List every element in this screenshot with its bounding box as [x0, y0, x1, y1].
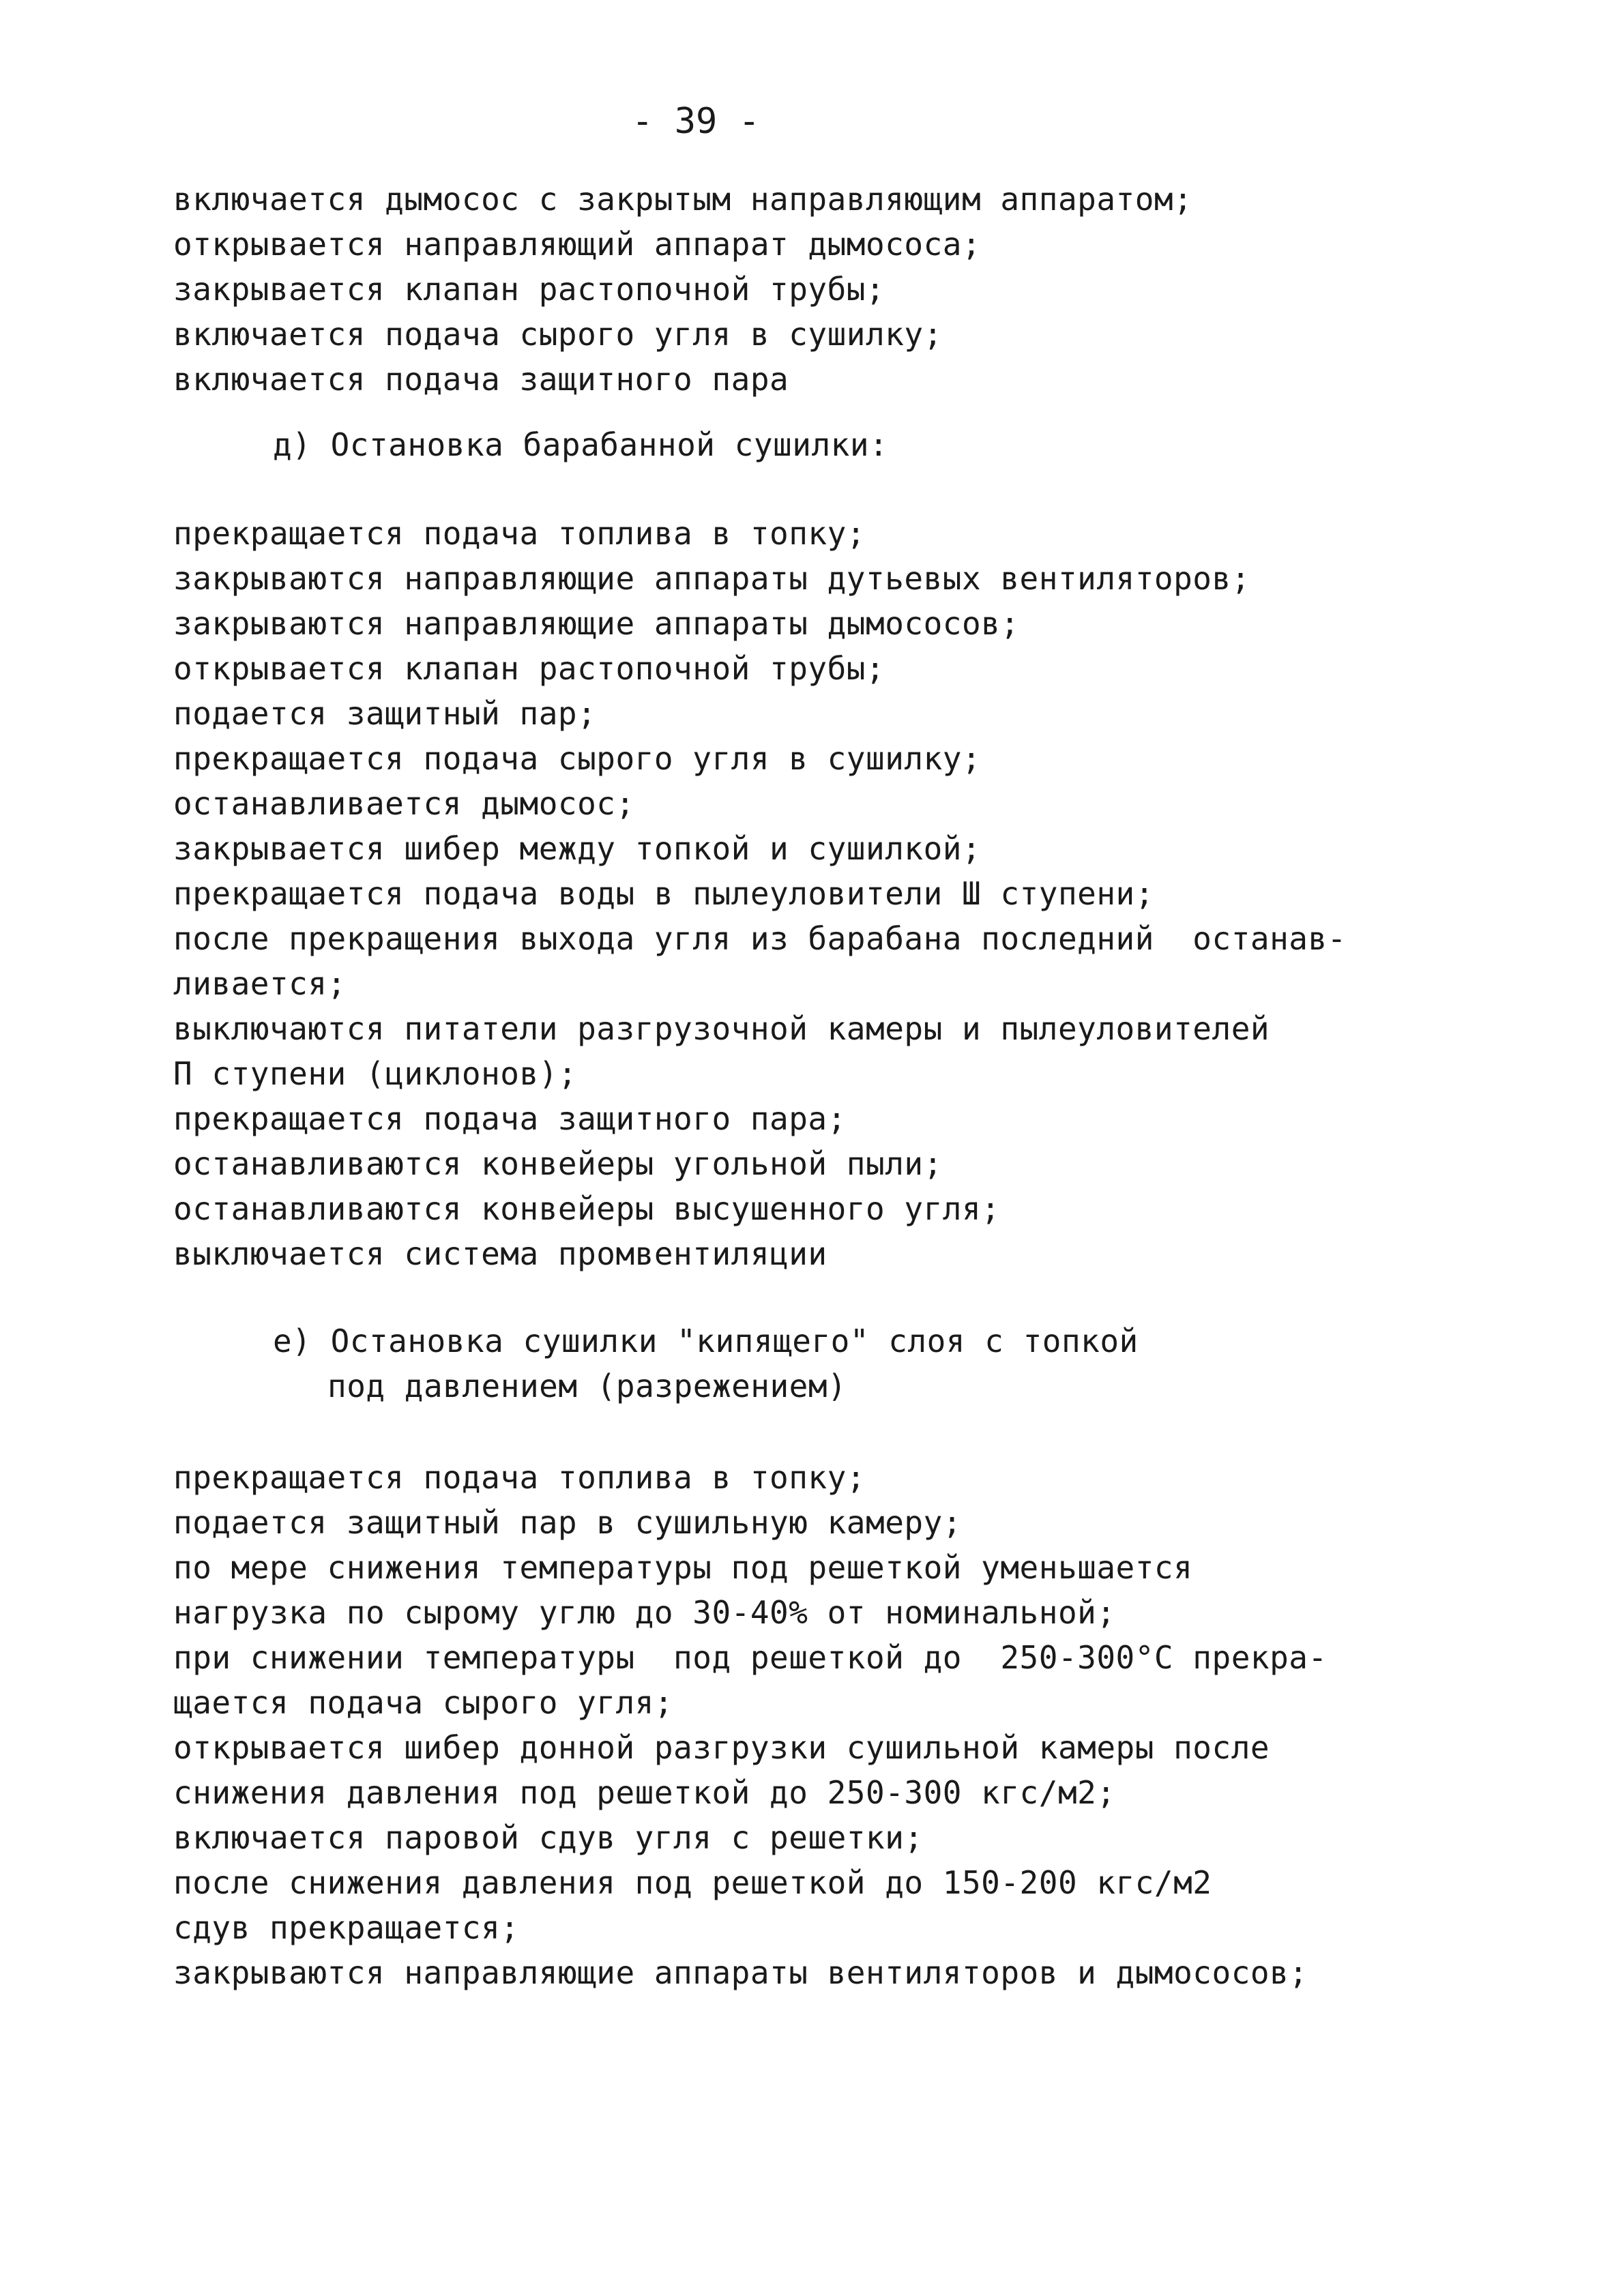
text-line: прекращается подача топлива в топку;	[173, 1459, 866, 1496]
text-line: щается подача сырого угля;	[173, 1684, 674, 1721]
text-line: прекращается подача воды в пылеуловители Ш ступени;	[173, 875, 1154, 912]
text-line: после прекращения выхода угля из барабана последний останав-	[173, 920, 1347, 957]
text-line: закрываются направляющие аппараты вентиляторов и дымососов;	[173, 1954, 1308, 1991]
text-line: закрываются направляющие аппараты дымососов;	[173, 605, 1020, 642]
text-line: открывается клапан растопочной трубы;	[173, 650, 885, 687]
section-heading-e: е) Остановка сушилки "кипящего" слоя с топкой	[273, 1323, 1139, 1359]
text-line: закрывается клапан растопочной трубы;	[173, 271, 885, 308]
text-line: П ступени (циклонов);	[173, 1055, 578, 1092]
text-line: включается паровой сдув угля с решетки;	[173, 1819, 924, 1856]
text-line: останавливаются конвейеры угольной пыли;	[173, 1145, 943, 1182]
text-line: закрывается шибер между топкой и сушилкой;	[173, 830, 982, 867]
text-line: подается защитный пар;	[173, 695, 597, 732]
text-line: останавливаются конвейеры высушенного угля;	[173, 1190, 1001, 1227]
text-line: при снижении температуры под решеткой до 250-300°С прекра-	[173, 1639, 1328, 1676]
text-line: включается дымосос с закрытым направляющим аппаратом;	[173, 181, 1193, 218]
text-line: по мере снижения температуры под решеткой уменьшается	[173, 1549, 1193, 1586]
text-line: нагрузка по сырому углю до 30-40% от номинальной;	[173, 1594, 1116, 1631]
section-heading-e-continuation: под давлением (разрежением)	[327, 1368, 847, 1404]
text-line: открывается шибер донной разгрузки сушильной камеры после	[173, 1729, 1270, 1766]
text-line: прекращается подача топлива в топку;	[173, 515, 866, 552]
text-line: сдув прекращается;	[173, 1909, 520, 1946]
page-number: - 39 -	[632, 101, 760, 142]
text-line: включается подача защитного пара	[173, 361, 789, 398]
text-line: включается подача сырого угля в сушилку;	[173, 316, 943, 353]
text-line: прекращается подача защитного пара;	[173, 1100, 847, 1137]
text-line: подается защитный пар в сушильную камеру;	[173, 1504, 962, 1541]
text-line: закрываются направляющие аппараты дутьевых вентиляторов;	[173, 560, 1250, 597]
text-line: снижения давления под решеткой до 250-300 кгс/м2;	[173, 1774, 1116, 1811]
text-line: выключается система промвентиляции	[173, 1235, 827, 1272]
text-line: ливается;	[173, 965, 347, 1002]
text-line: после снижения давления под решеткой до 150-200 кгс/м2	[173, 1864, 1212, 1901]
section-heading-d: д) Остановка барабанной сушилки:	[273, 426, 889, 463]
text-line: открывается направляющий аппарат дымососа;	[173, 226, 982, 263]
text-line: останавливается дымосос;	[173, 785, 635, 822]
text-line: выключаются питатели разгрузочной камеры и пылеуловителей	[173, 1010, 1270, 1047]
text-line: прекращается подача сырого угля в сушилку;	[173, 740, 982, 777]
